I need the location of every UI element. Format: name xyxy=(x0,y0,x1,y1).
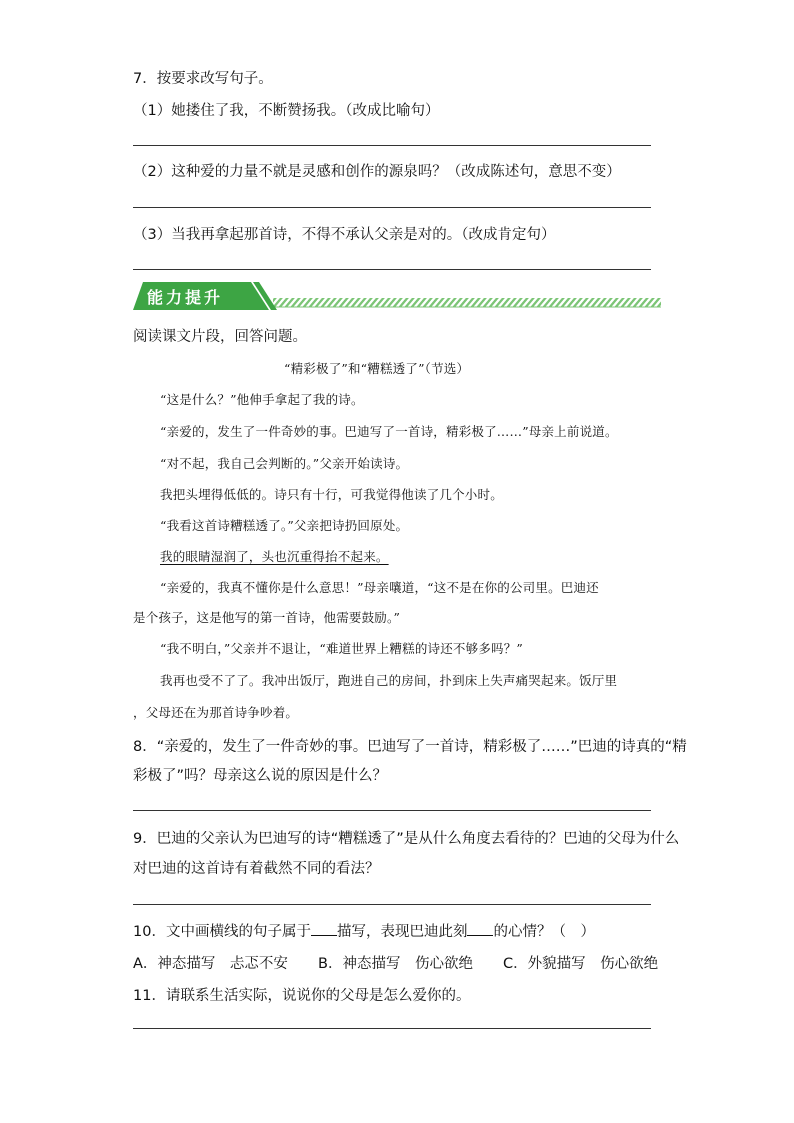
q10-option-b[interactable]: B．神态描写 伤心欲绝 xyxy=(318,956,473,972)
passage-paragraph-5: “我看这首诗糟糕透了。”父亲把诗扔回原处。 xyxy=(160,518,409,533)
banner-title: 能力提升 xyxy=(147,288,224,307)
answer-line-q7-3[interactable] xyxy=(133,269,651,270)
passage-paragraph-3: “对不起，我自己会判断的。”父亲开始读诗。 xyxy=(160,456,409,471)
answer-line-q7-2[interactable] xyxy=(133,207,651,208)
q10-stem-part-1: 10．文中画横线的句子属于 xyxy=(133,924,311,940)
q10-blank-2[interactable] xyxy=(467,923,493,936)
q7-sentence-1: （1）她搂住了我，不断赞扬我。（改成比喻句） xyxy=(133,103,440,119)
q7-sentence-3: （3）当我再拿起那首诗，不得不承认父亲是对的。（改成肯定句） xyxy=(133,227,556,243)
q10-option-a[interactable]: A．神态描写 忐忑不安 xyxy=(133,956,288,972)
q7-title: 7．按要求改写句子。 xyxy=(133,71,273,87)
passage-underlined-sentence: 我的眼睛湿润了，头也沉重得抬不起来。 xyxy=(160,549,389,564)
passage-paragraph-4: 我把头埋得低低的。诗只有十行，可我觉得他读了几个小时。 xyxy=(160,487,503,502)
answer-line-q7-1[interactable] xyxy=(133,145,651,146)
q8-line-1: 8．“亲爱的，发生了一件奇妙的事。巴迪写了一首诗，精彩极了……”巴迪的诗真的“精 xyxy=(133,739,687,755)
passage-paragraph-8: “我不明白，”父亲并不退让，“难道世界上糟糕的诗还不够多吗？” xyxy=(160,641,524,656)
q10-stem xyxy=(133,920,595,941)
q10-stem-part-2: 描写，表现巴迪此刻 xyxy=(336,924,468,940)
passage-paragraph-7a: “亲爱的，我真不懂你是什么意思！”母亲嚷道，“这不是在你的公司里。巴迪还 xyxy=(160,580,599,595)
q8-line-2: 彩极了”吗？母亲这么说的原因是什么？ xyxy=(133,768,388,784)
q10-stem-part-3: 的心情？（ ） xyxy=(493,924,595,940)
q11-title: 11．请联系生活实际，说说你的父母是怎么爱你的。 xyxy=(133,988,471,1004)
answer-line-q8[interactable] xyxy=(133,810,651,811)
q10-blank-1[interactable] xyxy=(311,923,337,936)
q10-option-c[interactable]: C．外貌描写 伤心欲绝 xyxy=(503,956,659,972)
q7-sentence-2: （2）这种爱的力量不就是灵感和创作的源泉吗？（改成陈述句，意思不变） xyxy=(133,164,621,180)
q9-line-2: 对巴迪的这首诗有着截然不同的看法？ xyxy=(133,861,380,877)
answer-line-q11[interactable] xyxy=(133,1028,651,1029)
reading-instruction: 阅读课文片段，回答问题。 xyxy=(133,329,307,345)
passage-paragraph-2: “亲爱的，发生了一件奇妙的事。巴迪写了一首诗，精彩极了……”母亲上前说道。 xyxy=(160,424,618,439)
passage-paragraph-1: “这是什么？”他伸手拿起了我的诗。 xyxy=(160,392,364,407)
section-banner xyxy=(133,280,663,312)
passage-paragraph-7b: 是个孩子，这是他写的第一首诗，他需要鼓励。” xyxy=(133,610,401,625)
passage-paragraph-9a: 我再也受不了了。我冲出饭厅，跑进自己的房间，扑到床上失声痛哭起来。饭厅里 xyxy=(160,673,618,688)
passage-title: “精彩极了”和“糟糕透了”（节选） xyxy=(284,361,470,376)
q9-line-1: 9．巴迪的父亲认为巴迪写的诗“糟糕透了”是从什么角度去看待的？巴迪的父母为什么 xyxy=(133,831,680,847)
answer-line-q9[interactable] xyxy=(133,904,651,905)
passage-paragraph-9b: ，父母还在为那首诗争吵着。 xyxy=(133,705,299,720)
